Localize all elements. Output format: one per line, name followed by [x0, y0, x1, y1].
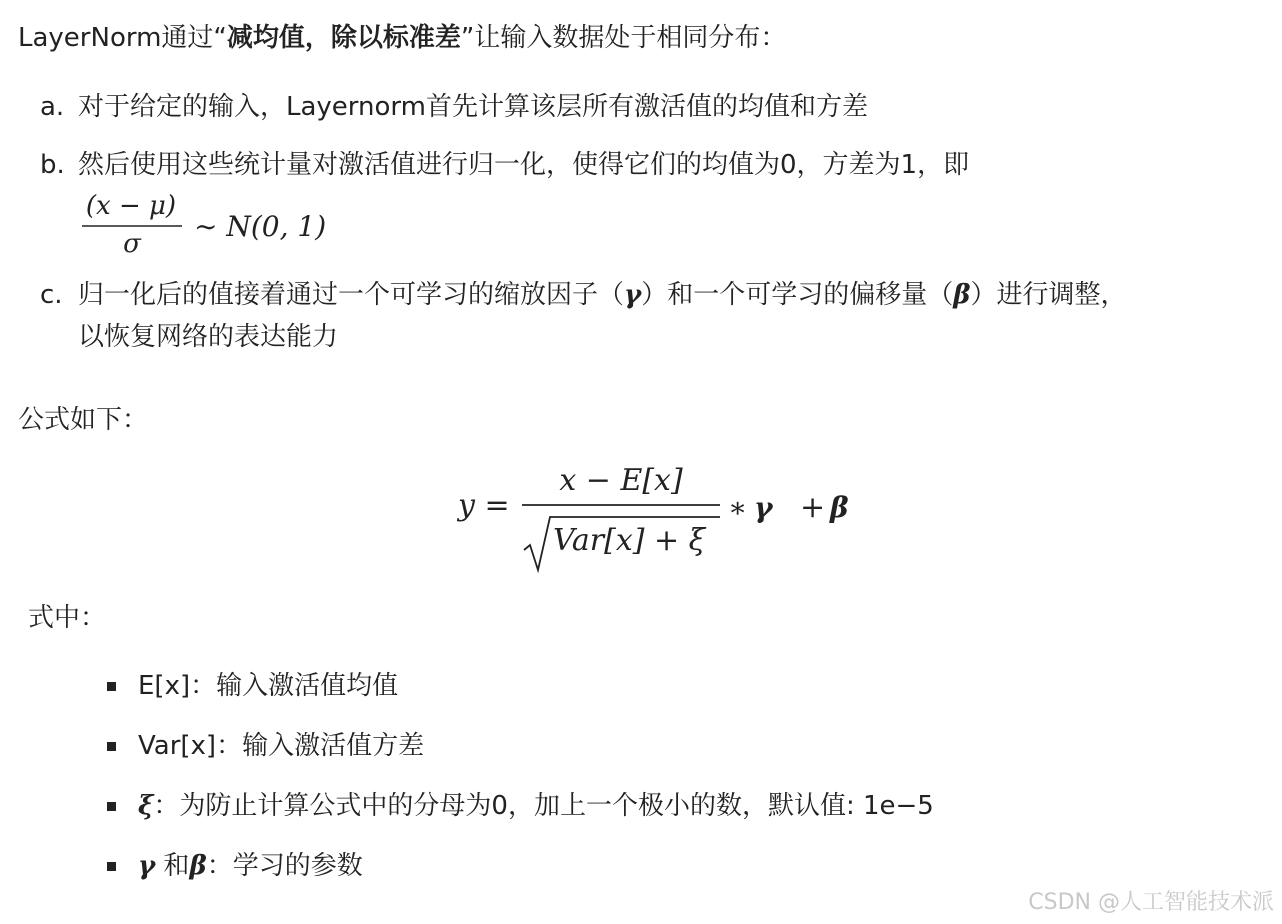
intro-bold-phrase: 减均值，除以标准差 [226, 23, 461, 53]
layernorm-formula [450, 455, 870, 580]
list-item-c [40, 274, 1270, 358]
normalization-formula [78, 192, 338, 258]
formula-label: 公式如下： [18, 405, 149, 435]
list-marker: b. [40, 150, 65, 180]
list-item-text: E[x]：输入激活值均值 [138, 671, 399, 701]
list-item-text: ）和一个可学习的偏移量（ [641, 280, 954, 310]
gamma-symbol: γ [138, 851, 156, 881]
watermark: CSDN @人工智能技术派 [1028, 890, 1274, 915]
xi-symbol: ξ [138, 791, 154, 821]
formula-numerator: x − E[x] [559, 463, 683, 498]
formula-gamma: γ [754, 491, 773, 524]
list-item [105, 724, 934, 768]
list-item [105, 664, 934, 708]
beta-symbol: β [953, 280, 971, 310]
list-item-text: ：为防止计算公式中的分母为0，加上一个极小的数，默认值: 1e−5 [153, 791, 934, 821]
list-item-text: 和 [155, 851, 190, 881]
formula-denominator: σ [123, 229, 141, 258]
list-item-text: 归一化后的值接着通过一个可学习的缩放因子（ [78, 280, 625, 310]
list-item-text: 然后使用这些统计量对激活值进行归一化，使得它们的均值为0，方差为1，即 [78, 150, 970, 180]
list-item-text: ）进行调整， [970, 280, 1127, 310]
bullet-marker [107, 742, 116, 751]
bullet-marker [107, 862, 116, 871]
formula-denominator: Var[x] + ξ [553, 523, 706, 558]
intro-suffix: ”让输入数据处于相同分布： [460, 23, 787, 53]
list-marker: c. [40, 280, 63, 310]
formula-lhs: y = [458, 488, 510, 523]
list-item-text-continued: 以恢复网络的表达能力 [78, 322, 339, 352]
formula-rhs: ∼ N(0, 1) [194, 210, 327, 243]
list-item-b [40, 144, 1270, 258]
list-item-text: ：学习的参数 [206, 851, 363, 881]
formula-numerator: (x − μ) [85, 192, 177, 221]
beta-symbol: β [189, 851, 207, 881]
ordered-list [40, 86, 1270, 374]
list-item-text: 对于给定的输入，Layernorm首先计算该层所有激活值的均值和方差 [78, 92, 868, 122]
list-item [105, 784, 934, 828]
bullet-marker [107, 802, 116, 811]
formula-plus: + [800, 490, 826, 525]
list-item [105, 844, 934, 888]
formula-beta: β [830, 491, 849, 524]
list-marker: a. [40, 92, 65, 122]
intro-paragraph [18, 18, 786, 58]
intro-prefix: LayerNorm通过“ [18, 23, 227, 53]
bullet-marker [107, 682, 116, 691]
gamma-symbol: γ [624, 280, 642, 310]
formula-times: ∗ [728, 491, 748, 524]
list-item-a [40, 86, 1270, 128]
where-label: 式中： [28, 603, 107, 633]
bullet-list [105, 664, 934, 904]
list-item-text: Var[x]：输入激活值方差 [138, 731, 425, 761]
